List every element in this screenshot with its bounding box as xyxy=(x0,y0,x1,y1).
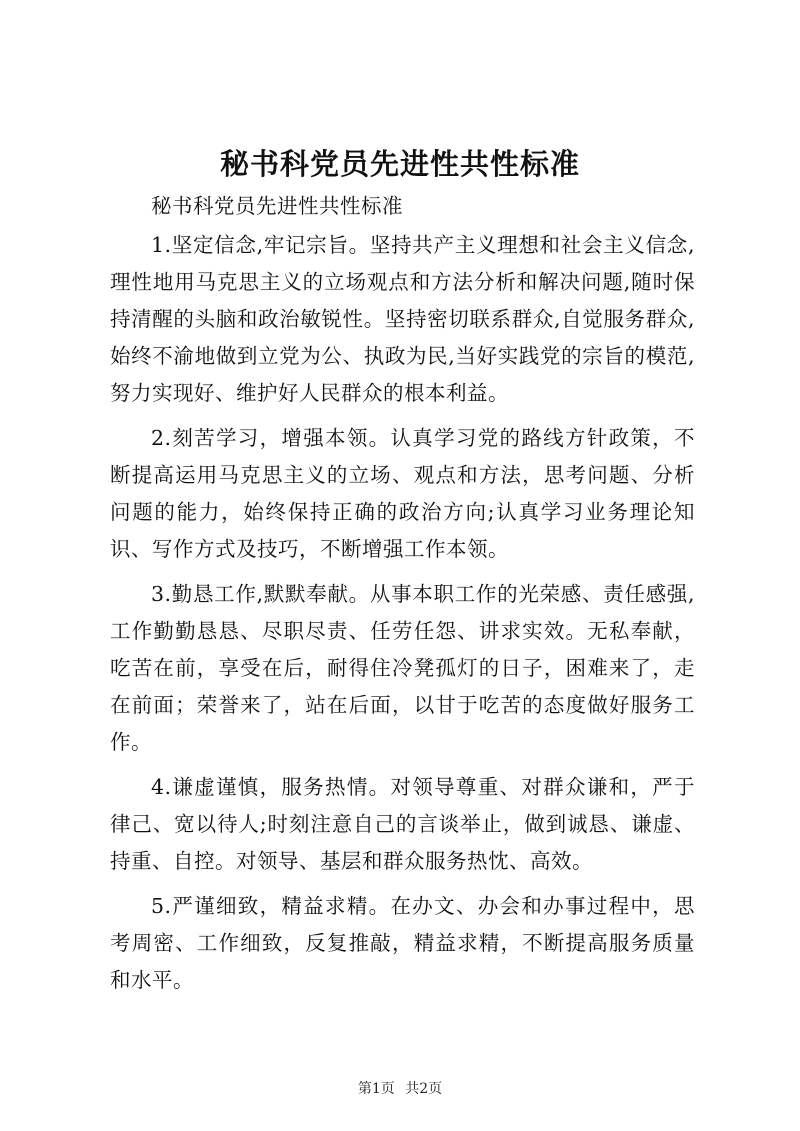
paragraph-1: 1.坚定信念,牢记宗旨。坚持共产主义理想和社会主义信念,理性地用马克思主义的立场观点和方法分析和解决问题,随时保持清醒的头脑和政治敏锐性。坚持密切联系群众,自觉服务群众,始终不渝地做到立党为公、执政为民,当好实践党的宗旨的模范,努力实现好、维护好人民群众的根本利益。 xyxy=(110,233,695,405)
document-title: 秘书科党员先进性共性标准 xyxy=(219,147,580,181)
document-body xyxy=(110,188,695,1007)
paragraph-3: 3.勤恳工作,默默奉献。从事本职工作的光荣感、责任感强,工作勤勤恳恳、尽职尽责、任劳任怨、讲求实效。无私奉献，吃苦在前，享受在后，耐得住冷凳孤灯的日子，困难来了，走在前面；荣誉来了，站在后面，以甘于吃苦的态度做好服务工作。 xyxy=(110,582,695,754)
document-subtitle: 秘书科党员先进性共性标准 xyxy=(151,194,403,218)
page-footer xyxy=(0,1078,800,1098)
page-total: 共2页 xyxy=(405,1081,443,1097)
paragraph-4: 4.谦虚谨慎，服务热情。对领导尊重、对群众谦和，严于律己、宽以待人;时刻注意自己的言谈举止，做到诚恳、谦虚、持重、自控。对领导、基层和群众服务热忱、高效。 xyxy=(110,775,695,873)
paragraph-5: 5.严谨细致，精益求精。在办文、办会和办事过程中，思考周密、工作细致，反复推敲，精益求精，不断提高服务质量和水平。 xyxy=(110,894,695,992)
page-number: 第1页 xyxy=(357,1081,395,1097)
paragraph-2: 2.刻苦学习，增强本领。认真学习党的路线方针政策，不断提高运用马克思主义的立场、观点和方法，思考问题、分析问题的能力，始终保持正确的政治方向;认真学习业务理论知识、写作方式及技巧，不断增强工作本领。 xyxy=(110,426,695,561)
